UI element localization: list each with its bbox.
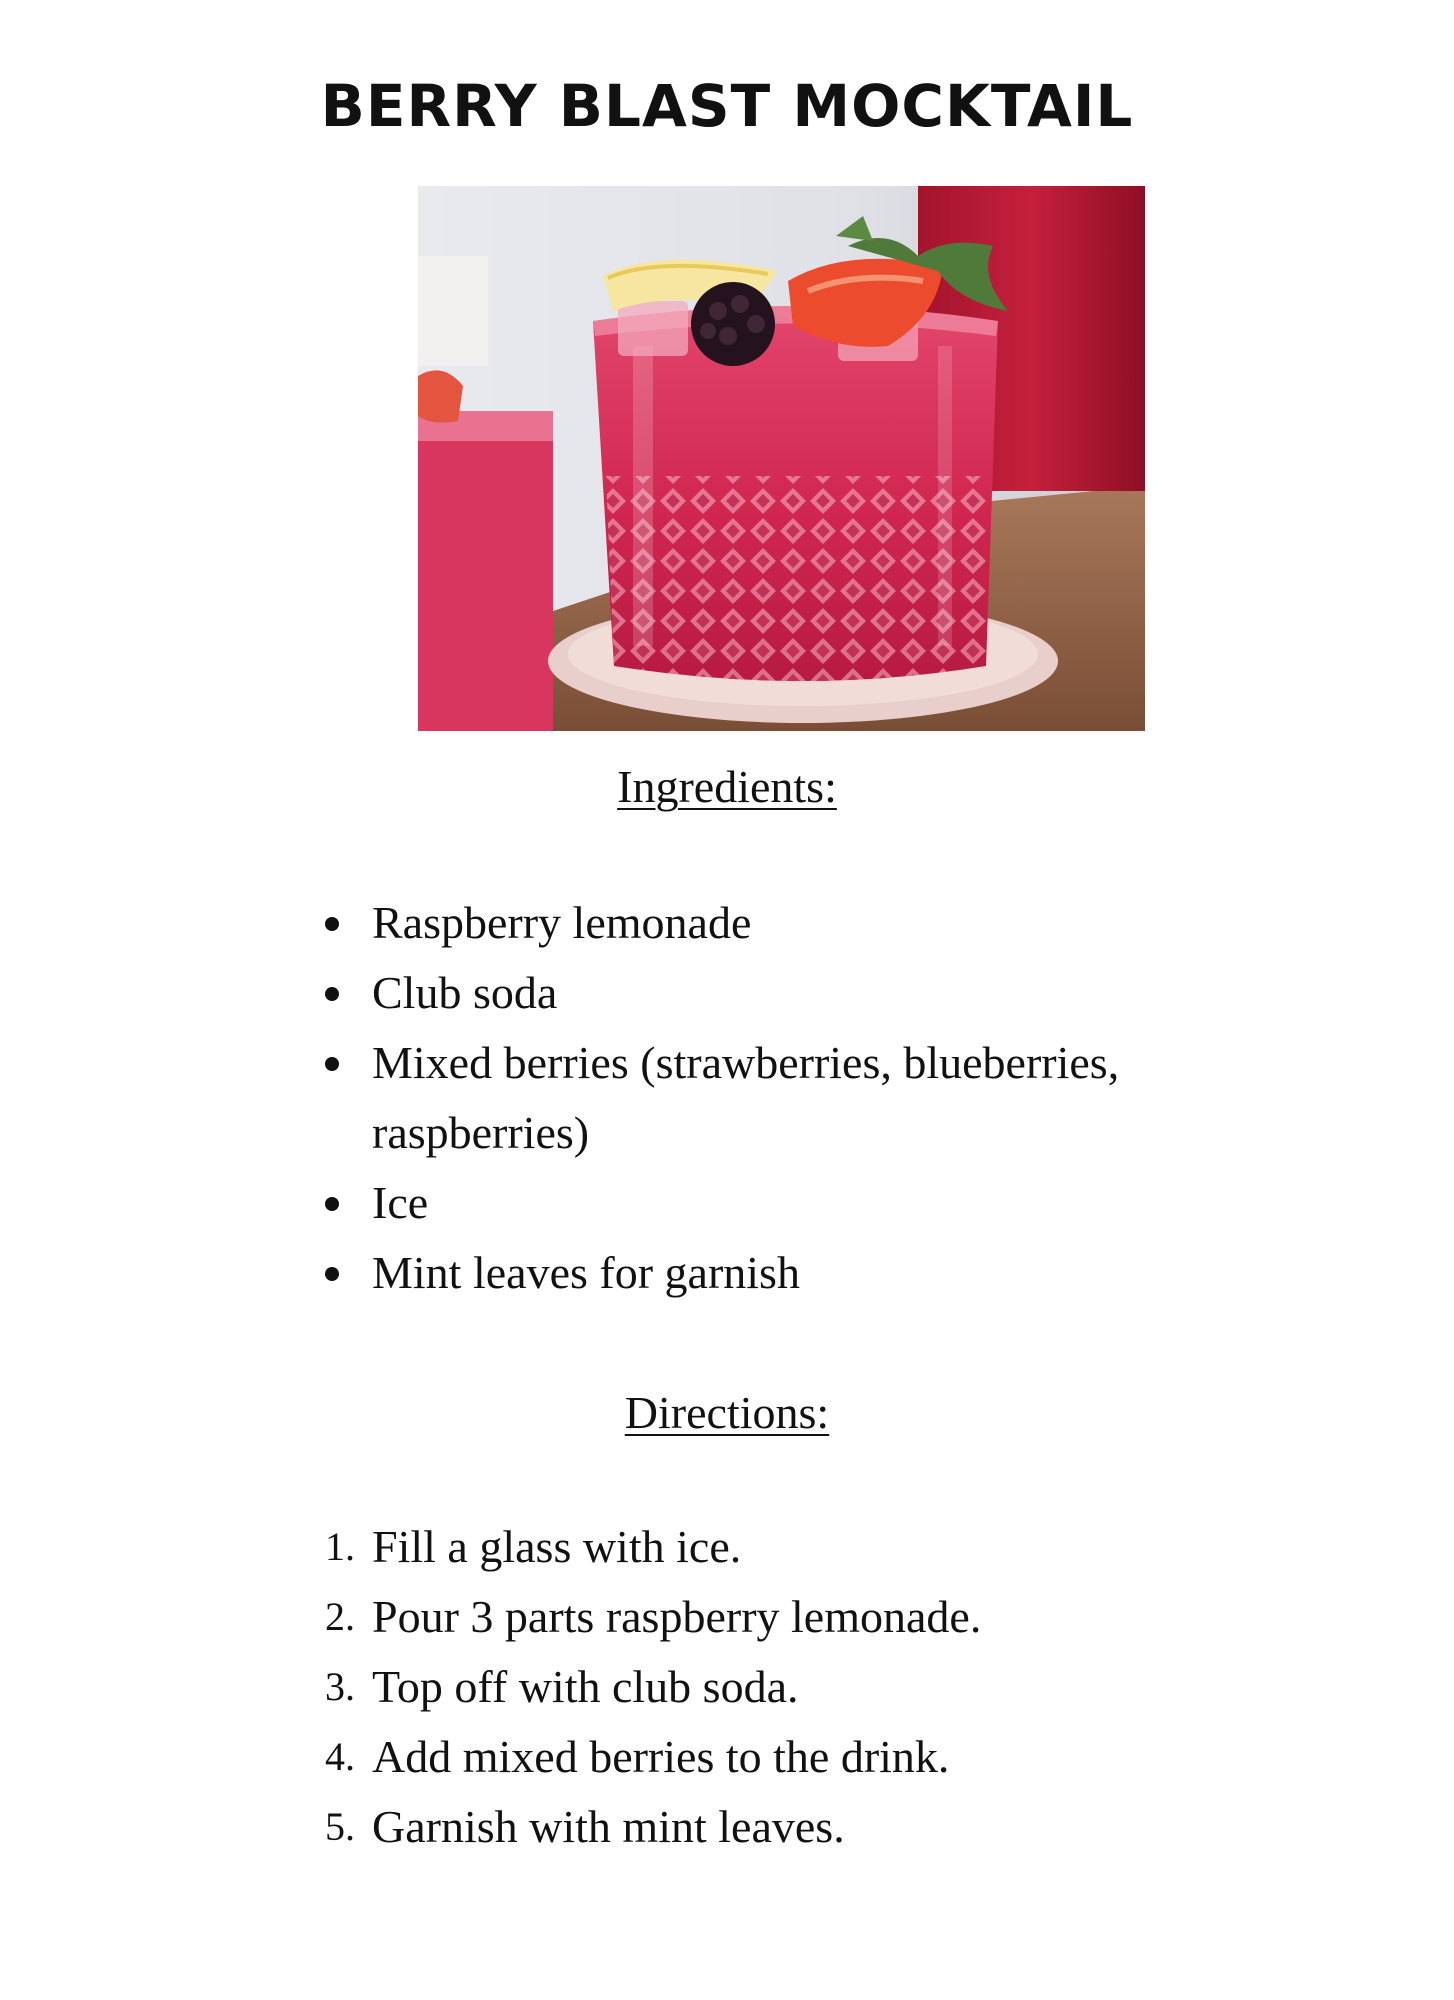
step-number: 4. xyxy=(325,1734,355,1779)
list-item xyxy=(320,1582,1260,1652)
list-item xyxy=(320,1168,1260,1238)
step-text: Garnish with mint leaves. xyxy=(372,1801,845,1852)
ingredients-list xyxy=(320,888,1260,1308)
list-item xyxy=(320,958,1260,1028)
step-text: Pour 3 parts raspberry lemonade. xyxy=(372,1591,982,1642)
list-item xyxy=(320,1238,1260,1308)
ingredient-text: Mint leaves for garnish xyxy=(372,1247,800,1298)
step-text: Top off with club soda. xyxy=(372,1661,799,1712)
step-text: Add mixed berries to the drink. xyxy=(372,1731,950,1782)
ingredient-text: Ice xyxy=(372,1177,429,1228)
list-item xyxy=(320,888,1260,958)
bullet-icon xyxy=(325,1267,339,1281)
ingredient-text: Mixed berries (strawberries, blueberries, raspberries) xyxy=(372,1037,1120,1158)
list-item xyxy=(320,1512,1260,1582)
directions-heading: Directions: xyxy=(624,1387,830,1438)
ingredient-text: Club soda xyxy=(372,967,558,1018)
directions-list xyxy=(320,1512,1260,1862)
list-item xyxy=(320,1652,1260,1722)
step-number: 3. xyxy=(325,1664,355,1709)
list-item xyxy=(320,1722,1260,1792)
step-number: 2. xyxy=(325,1594,355,1639)
mocktail-photo xyxy=(418,186,1145,731)
bullet-icon xyxy=(325,987,339,1001)
step-text: Fill a glass with ice. xyxy=(372,1521,742,1572)
step-number: 5. xyxy=(325,1804,355,1849)
list-item xyxy=(320,1792,1260,1862)
ingredient-text: Raspberry lemonade xyxy=(372,897,752,948)
bullet-icon xyxy=(325,917,339,931)
step-number: 1. xyxy=(325,1524,355,1569)
list-item xyxy=(320,1028,1260,1168)
recipe-title: BERRY BLAST MOCKTAIL xyxy=(320,72,1134,140)
bullet-icon xyxy=(325,1197,339,1211)
ingredients-heading: Ingredients: xyxy=(617,761,837,812)
bullet-icon xyxy=(325,1057,339,1071)
